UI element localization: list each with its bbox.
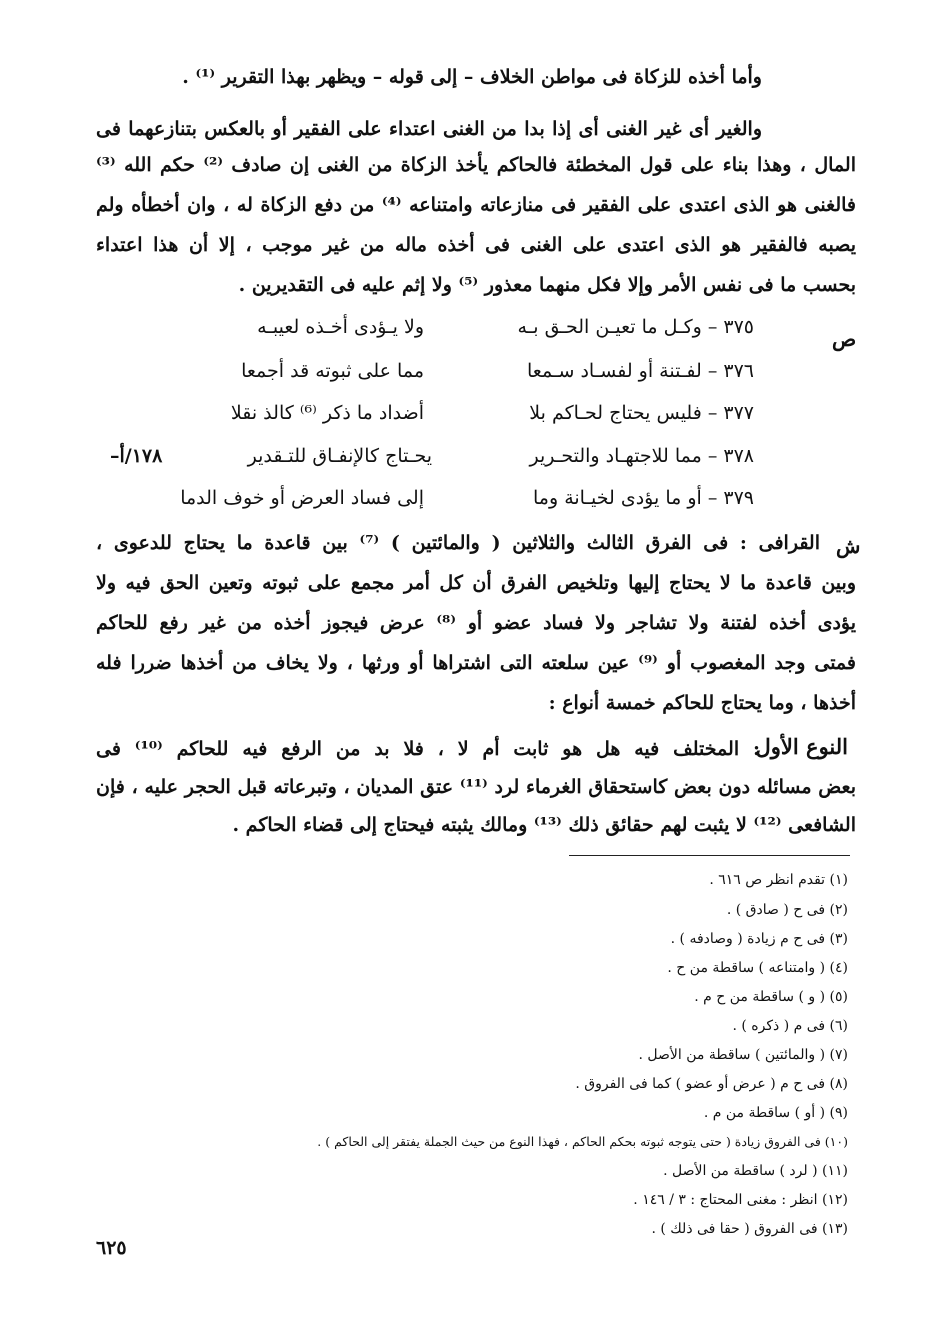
paragraph-line: المال ، وهذا بناء على قول المخطئة فالحاكم يأخذ الزكاة من الغنى إن صادف ⁽²⁾ حكم الله ⁽³⁾ [96, 154, 856, 176]
verse-marker: ص [832, 327, 857, 351]
footnote: (١١) ( لرد ) ساقطة من الأصل . [663, 1163, 848, 1179]
commentary-line: وبين قاعدة ما لا يحتاج إليها وتلخيص الفرق أن كل أمر مجمع على ثبوته وتعين الحق فيه ولا [96, 572, 856, 594]
footnote-separator [569, 855, 850, 856]
paragraph-line: فالغنى هو الذى اعتدى على الفقير فى منازعاته وامتناعه ⁽⁴⁾ من دفع الزكاة له ، وان أخطأه ولم [96, 194, 856, 216]
paragraph-line: وأما أخذه للزكاة فى مواطن الخلاف – إلى قوله – ويظهر بهذا التقرير ⁽¹⁾ . [182, 66, 762, 88]
type-one-line: الشافعى ⁽¹²⁾ لا يثبت لهم حقائق ذلك ⁽¹³⁾ ومالك يثبته فيحتاج إلى قضاء الحاكم . [232, 814, 856, 836]
commentary-line: القرافى : فى الفرق الثالث والثلاثين ( والمائتين ) ⁽⁷⁾ بين قاعدة ما يحتاج للدعوى ، [96, 532, 820, 554]
footnote: (٥) ( و ) ساقطة من ح م . [694, 989, 848, 1005]
verse-right-hemistich: ٣٧٧ – فليس يحتاج لحـاكم بلا [529, 402, 754, 424]
commentary-line: يؤدى أخذه لفتنة ولا تشاجر ولا فساد عضو أو ⁽⁸⁾ عرض فيجوز أخذه من غير رفع للحاكم [96, 612, 857, 634]
commentary-line: فمتى وجد المغصوب أو ⁽⁹⁾ عين سلعته التى اشتراها أو ورثها ، ولا يخاف من أخذها ضررا فله [96, 652, 856, 674]
page-number: ٦٢٥ [96, 1237, 127, 1259]
verse-left-hemistich: أضداد ما ذكر ⁽⁶⁾ كالذ نقلا [230, 402, 424, 424]
footnote: (٣) فى ح م زيادة ( وصادفه ) . [670, 931, 848, 947]
verse-right-hemistich: ٣٧٦ – لفـتنة أو لفسـاد سـمعا [527, 360, 754, 382]
paragraph-line: يصبه فالفقير هو الذى اعتدى على الغنى فى أخذه ماله من غير موجب ، إلا أن هذا اعتداء [96, 234, 856, 256]
folio-marker: ١٧٨/أ– [110, 445, 163, 467]
footnote: (٧) ( والمائتين ) ساقطة من الأصل . [638, 1047, 848, 1063]
footnote: (١٠) فى الفروق زيادة ( حتى يتوجه ثبوته بحكم الحاكم ، فهذا النوع من حيث الجملة يفتقر إلى الحاكم ) . [317, 1134, 848, 1149]
footnote: (٩) ( أو ) ساقطة من م . [703, 1105, 848, 1121]
commentary-marker: ش [836, 534, 861, 558]
commentary-line: أخذها ، وما يحتاج للحاكم خمسة أنواع : [548, 692, 856, 714]
verse-left-hemistich: يحـتاج كالإنفـاق للتـقدير [247, 445, 432, 467]
footnote: (٢) فى ح ( صادق ) . [726, 902, 848, 918]
verse-left-hemistich: إلى فساد العرض أو خوف الدما [180, 487, 424, 509]
footnote: (١٢) انظر : مغنى المحتاج : ٣ / ١٤٦ . [633, 1192, 848, 1208]
verse-right-hemistich: ٣٧٩ – أو ما يؤدى لخيـانة وما [533, 487, 754, 509]
footnote: (٦) فى م ( ذكره ) . [732, 1018, 848, 1034]
paragraph-line: والغير أى غير الغنى أى إذا بدا من الغنى اعتداء على الفقير أو بالعكس بتنازعهما فى [96, 118, 762, 140]
type-one-heading: النوع الأول [755, 734, 848, 759]
verse-left-hemistich: ولا يـؤدى أخـذه لعيبـه [257, 316, 424, 338]
verse-left-hemistich: مما على ثبوته قد أجمعا [241, 360, 424, 382]
footnote: (١) تقدم انظر ص ٦١٦ . [709, 872, 848, 888]
type-one-line: : المختلف فيه هل هو ثابت أم لا ، فلا بد من الرفع فيه للحاكم ⁽¹⁰⁾ فى [96, 738, 760, 760]
paragraph-line: بحسب ما فى نفس الأمر وإلا فكل منهما معذور ⁽⁵⁾ ولا إثم عليه فى التقديرين . [238, 274, 856, 296]
footnote: (٤) ( وامتناعه ) ساقطة من ح . [667, 960, 848, 976]
footnote: (٨) فى ح م ( عرض أو عضو ) كما فى الفروق . [575, 1076, 848, 1092]
type-one-line: بعض مسائله دون بعض كاستحقاق الغرماء لرد ⁽¹¹⁾ عتق المديان ، وتبرعاته قبل الحجر عليه ، فإن [96, 776, 856, 798]
verse-right-hemistich: ٣٧٨ – مما للاجتهـاد والتحـرير [529, 445, 754, 467]
verse-right-hemistich: ٣٧٥ – وكـل ما تعيـن الحـق بـه [517, 316, 754, 338]
footnote: (١٣) فى الفروق ( حقا فى ذلك ) . [651, 1221, 848, 1237]
